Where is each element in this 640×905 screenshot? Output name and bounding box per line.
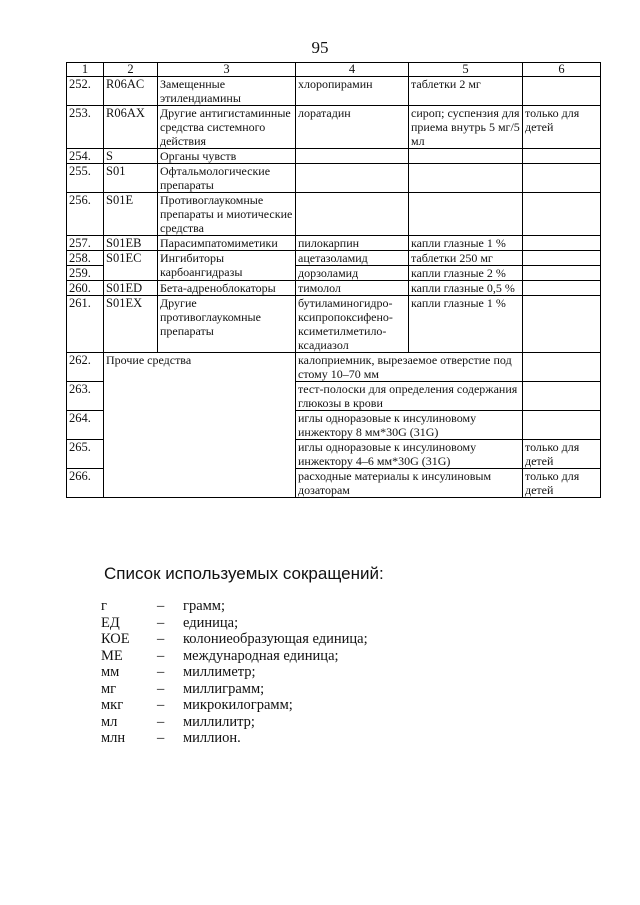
list-item <box>101 615 368 632</box>
abbr-definition: миллиграмм; <box>183 680 265 697</box>
abbr-term: мкг <box>101 697 124 713</box>
abbr-definition: грамм; <box>183 598 226 614</box>
drug-name: хлоропирамин <box>296 77 409 106</box>
abbr-definition: миллион. <box>183 730 241 746</box>
list-item <box>101 730 368 747</box>
atc-code: R06AC <box>104 77 158 106</box>
abbr-definition: международная единица; <box>183 647 339 664</box>
group-name: Противоглаукомные препараты и миотические средства <box>158 193 296 236</box>
dosage-form <box>409 193 523 236</box>
abbr-dash: – <box>157 598 165 614</box>
abbr-definition: миллилитр; <box>183 713 255 730</box>
row-number: 256. <box>67 193 104 236</box>
group-name: Ингибиторы карбоангидразы <box>158 251 296 281</box>
abbr-term: ЕД <box>101 614 120 631</box>
row-number: 264. <box>67 411 104 440</box>
atc-code: S01E <box>104 193 158 236</box>
row-number: 252. <box>67 77 104 106</box>
group-name: Офтальмологические препараты <box>158 164 296 193</box>
abbreviations-list <box>101 598 368 747</box>
note <box>523 164 601 193</box>
note <box>523 266 601 281</box>
note <box>523 296 601 353</box>
abbreviations-heading: Список используемых сокращений: <box>104 564 384 583</box>
abbr-dash: – <box>157 664 165 680</box>
drug-name: тимолол <box>296 281 409 296</box>
group-name: Парасимпатомиметики <box>158 236 296 251</box>
table-row <box>67 236 601 251</box>
row-number: 258. <box>67 251 104 266</box>
atc-code: S01EB <box>104 236 158 251</box>
note: только для детей <box>523 440 601 469</box>
note <box>523 77 601 106</box>
note: только для детей <box>523 106 601 149</box>
atc-code: S01ED <box>104 281 158 296</box>
note <box>523 149 601 164</box>
abbr-dash: – <box>157 647 165 664</box>
note <box>523 411 601 440</box>
table-row <box>67 164 601 193</box>
row-number: 253. <box>67 106 104 149</box>
group-name: Другие антигистаминные средства системного действия <box>158 106 296 149</box>
header-cell: 4 <box>296 63 409 77</box>
list-item <box>101 664 368 681</box>
table-row <box>67 193 601 236</box>
drug-table <box>66 62 601 498</box>
header-cell: 6 <box>523 63 601 77</box>
note <box>523 251 601 266</box>
abbr-dash: – <box>157 697 165 713</box>
list-item <box>101 697 368 714</box>
row-number: 266. <box>67 469 104 498</box>
group-name: Замещенные этилендиамины <box>158 77 296 106</box>
drug-name: ацетазоламид <box>296 251 409 266</box>
atc-code: S01 <box>104 164 158 193</box>
header-cell: 1 <box>67 63 104 77</box>
atc-code: S01EX <box>104 296 158 353</box>
abbr-term: МЕ <box>101 647 123 664</box>
drug-name: лоратадин <box>296 106 409 149</box>
dosage-form: капли глазные 0,5 % <box>409 281 523 296</box>
dosage-form: капли глазные 1 % <box>409 296 523 353</box>
abbr-dash: – <box>157 730 165 746</box>
note <box>523 353 601 382</box>
abbr-dash: – <box>157 614 165 631</box>
item-name: иглы одноразовые к инсулиновому инжектору 4–6 мм*30G (31G) <box>296 440 523 469</box>
list-item <box>101 681 368 698</box>
row-number: 262. <box>67 353 104 382</box>
atc-code: S01EC <box>104 251 158 281</box>
header-cell: 3 <box>158 63 296 77</box>
dosage-form: таблетки 250 мг <box>409 251 523 266</box>
row-number: 255. <box>67 164 104 193</box>
drug-name <box>296 164 409 193</box>
abbr-term: КОЕ <box>101 631 130 647</box>
dosage-form <box>409 164 523 193</box>
row-number: 260. <box>67 281 104 296</box>
row-number: 259. <box>67 266 104 281</box>
table-row <box>67 149 601 164</box>
row-number: 261. <box>67 296 104 353</box>
list-item <box>101 598 368 615</box>
row-number: 254. <box>67 149 104 164</box>
header-cell: 2 <box>104 63 158 77</box>
item-name: иглы одноразовые к инсулиновому инжектору 8 мм*30G (31G) <box>296 411 523 440</box>
group-name: Другие противоглаукомные препараты <box>158 296 296 353</box>
page-number: 95 <box>311 38 329 57</box>
table-row <box>67 281 601 296</box>
list-item <box>101 648 368 665</box>
table-row <box>67 296 601 353</box>
note: только для детей <box>523 469 601 498</box>
abbr-dash: – <box>157 631 165 647</box>
note <box>523 193 601 236</box>
dosage-form: капли глазные 1 % <box>409 236 523 251</box>
note <box>523 382 601 411</box>
table-row <box>67 353 601 382</box>
drug-name: пилокарпин <box>296 236 409 251</box>
dosage-form: таблетки 2 мг <box>409 77 523 106</box>
abbr-dash: – <box>157 713 165 730</box>
group-name: Бета-адреноблокаторы <box>158 281 296 296</box>
item-name: калоприемник, вырезаемое отверстие под стому 10–70 мм <box>296 353 523 382</box>
drug-name <box>296 193 409 236</box>
note <box>523 236 601 251</box>
abbr-definition: микрокилограмм; <box>183 697 293 713</box>
dosage-form <box>409 149 523 164</box>
item-name: расходные материалы к инсулиновым дозаторам <box>296 469 523 498</box>
abbr-term: г <box>101 598 107 614</box>
abbr-definition: миллиметр; <box>183 664 256 680</box>
abbr-term: млн <box>101 730 126 746</box>
list-item <box>101 714 368 731</box>
group-name: Органы чувств <box>158 149 296 164</box>
atc-code: R06AX <box>104 106 158 149</box>
table-row <box>67 77 601 106</box>
dosage-form: сироп; суспензия для приема внутрь 5 мг/5 мл <box>409 106 523 149</box>
abbr-definition: единица; <box>183 614 239 631</box>
table-row <box>67 251 601 266</box>
abbr-dash: – <box>157 680 165 697</box>
dosage-form: капли глазные 2 % <box>409 266 523 281</box>
item-name: тест-полоски для определения содержания глюкозы в крови <box>296 382 523 411</box>
note <box>523 281 601 296</box>
abbr-term: мл <box>101 713 118 730</box>
row-number: 265. <box>67 440 104 469</box>
drug-name <box>296 149 409 164</box>
table-header-row <box>67 63 601 77</box>
abbr-term: мг <box>101 680 117 697</box>
drug-name: бутиламиногидро-ксипропоксифено-ксиметилметило-ксадиазол <box>296 296 409 353</box>
drug-name: дорзоламид <box>296 266 409 281</box>
atc-code: S <box>104 149 158 164</box>
abbr-term: мм <box>101 664 120 680</box>
table-row <box>67 106 601 149</box>
other-group-label: Прочие средства <box>104 353 296 498</box>
list-item <box>101 631 368 648</box>
header-cell: 5 <box>409 63 523 77</box>
row-number: 257. <box>67 236 104 251</box>
row-number: 263. <box>67 382 104 411</box>
abbr-definition: колониеобразующая единица; <box>183 631 368 647</box>
